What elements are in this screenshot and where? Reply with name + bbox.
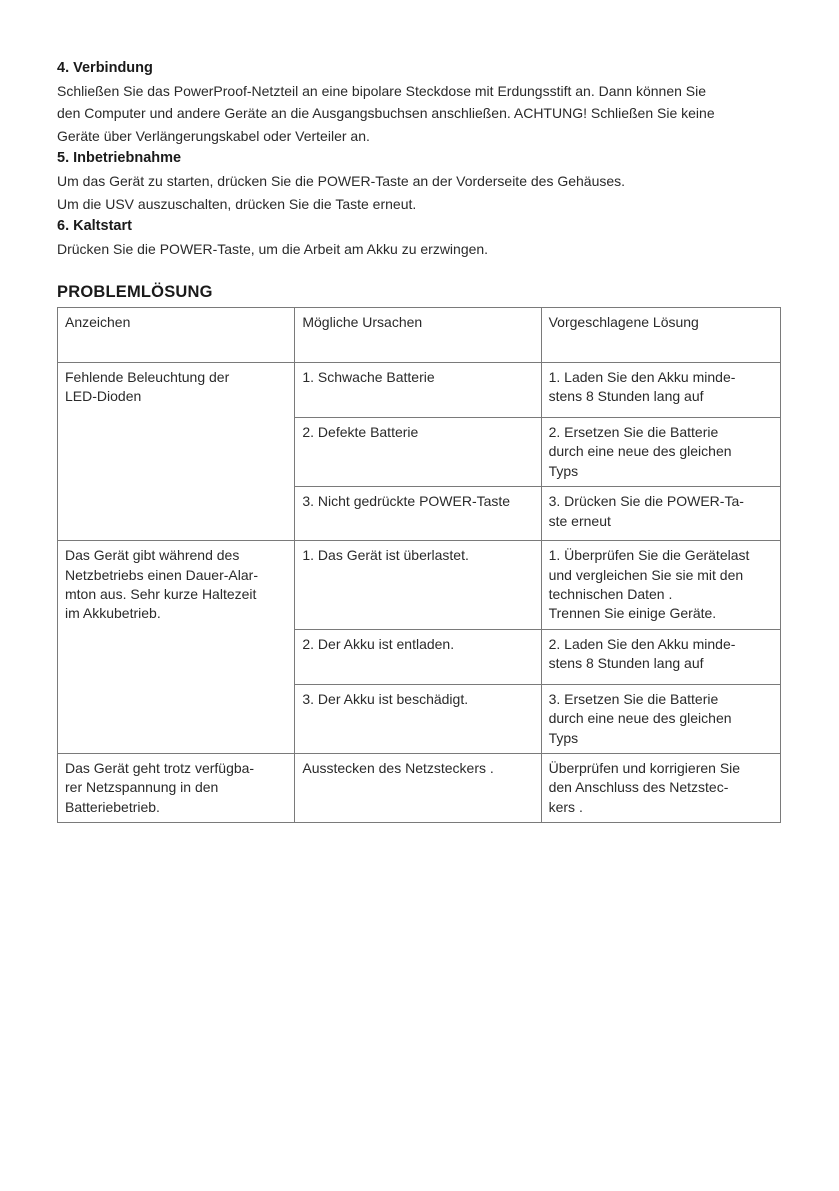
section-title: 5. Inbetriebnahme xyxy=(57,150,182,167)
cause-cell: 1. Schwache Batterie xyxy=(295,363,541,418)
table-header-row xyxy=(58,308,781,363)
cause-cell: 3. Der Akku ist beschädigt. xyxy=(295,684,541,753)
table-row xyxy=(58,541,781,630)
symptom-cell: Das Gerät geht trotz verfügba- rer Netzspannung in den Batteriebetrieb. xyxy=(58,754,295,823)
section-kaltstart xyxy=(57,215,785,260)
solution-cell: 2. Laden Sie den Akku minde- stens 8 Stunden lang auf xyxy=(541,629,780,684)
column-header-solution: Vorgeschlagene Lösung xyxy=(541,308,780,363)
cause-cell: Ausstecken des Netzsteckers . xyxy=(295,754,541,823)
section-line: Um die USV auszuschalten, drücken Sie die Taste erneut. xyxy=(57,195,417,212)
section-line: Drücken Sie die POWER-Taste, um die Arbeit am Akku zu erzwingen. xyxy=(57,240,489,257)
cause-cell: 3. Nicht gedrückte POWER-Taste xyxy=(295,487,541,541)
section-verbindung xyxy=(57,57,785,147)
section-line: Schließen Sie das PowerProof-Netzteil an eine bipolare Steckdose mit Erdungsstift an. Dann können Sie xyxy=(57,82,707,99)
document-page xyxy=(57,57,785,815)
symptom-cell: Fehlende Beleuchtung der LED-Dioden xyxy=(58,363,295,541)
cause-cell: 2. Der Akku ist entladen. xyxy=(295,629,541,684)
troubleshooting-heading: PROBLEMLÖSUNG xyxy=(57,283,213,301)
cause-cell: 1. Das Gerät ist überlastet. xyxy=(295,541,541,630)
column-header-cause: Mögliche Ursachen xyxy=(295,308,541,363)
table-row xyxy=(58,363,781,418)
solution-cell: Überprüfen und korrigieren Sie den Anschluss des Netzstec- kers . xyxy=(541,754,780,823)
solution-cell: 1. Laden Sie den Akku minde- stens 8 Stunden lang auf xyxy=(541,363,780,418)
solution-cell: 2. Ersetzen Sie die Batterie durch eine neue des gleichen Typs xyxy=(541,418,780,487)
section-inbetriebnahme xyxy=(57,147,785,215)
section-line: Geräte über Verlängerungskabel oder Verteiler an. xyxy=(57,127,370,144)
section-line: Um das Gerät zu starten, drücken Sie die POWER-Taste an der Vorderseite des Gehäuses. xyxy=(57,172,626,189)
column-header-symptom: Anzeichen xyxy=(58,308,295,363)
symptom-cell: Das Gerät gibt während des Netzbetriebs einen Dauer-Alar- mton aus. Sehr kurze Haltezeit im Akkubetrieb. xyxy=(58,541,295,754)
solution-cell: 1. Überprüfen Sie die Gerätelast und vergleichen Sie sie mit den technischen Daten . Trennen Sie einige Geräte. xyxy=(541,541,780,630)
cause-cell: 2. Defekte Batterie xyxy=(295,418,541,487)
solution-cell: 3. Ersetzen Sie die Batterie durch eine neue des gleichen Typs xyxy=(541,684,780,753)
solution-cell: 3. Drücken Sie die POWER-Ta- ste erneut xyxy=(541,487,780,541)
section-line: den Computer und andere Geräte an die Ausgangsbuchsen anschließen. ACHTUNG! Schließen Sie keine xyxy=(57,105,715,122)
troubleshooting-table xyxy=(57,307,781,823)
section-title: 6. Kaltstart xyxy=(57,218,132,235)
section-title: 4. Verbindung xyxy=(57,60,153,76)
table-row xyxy=(58,754,781,823)
